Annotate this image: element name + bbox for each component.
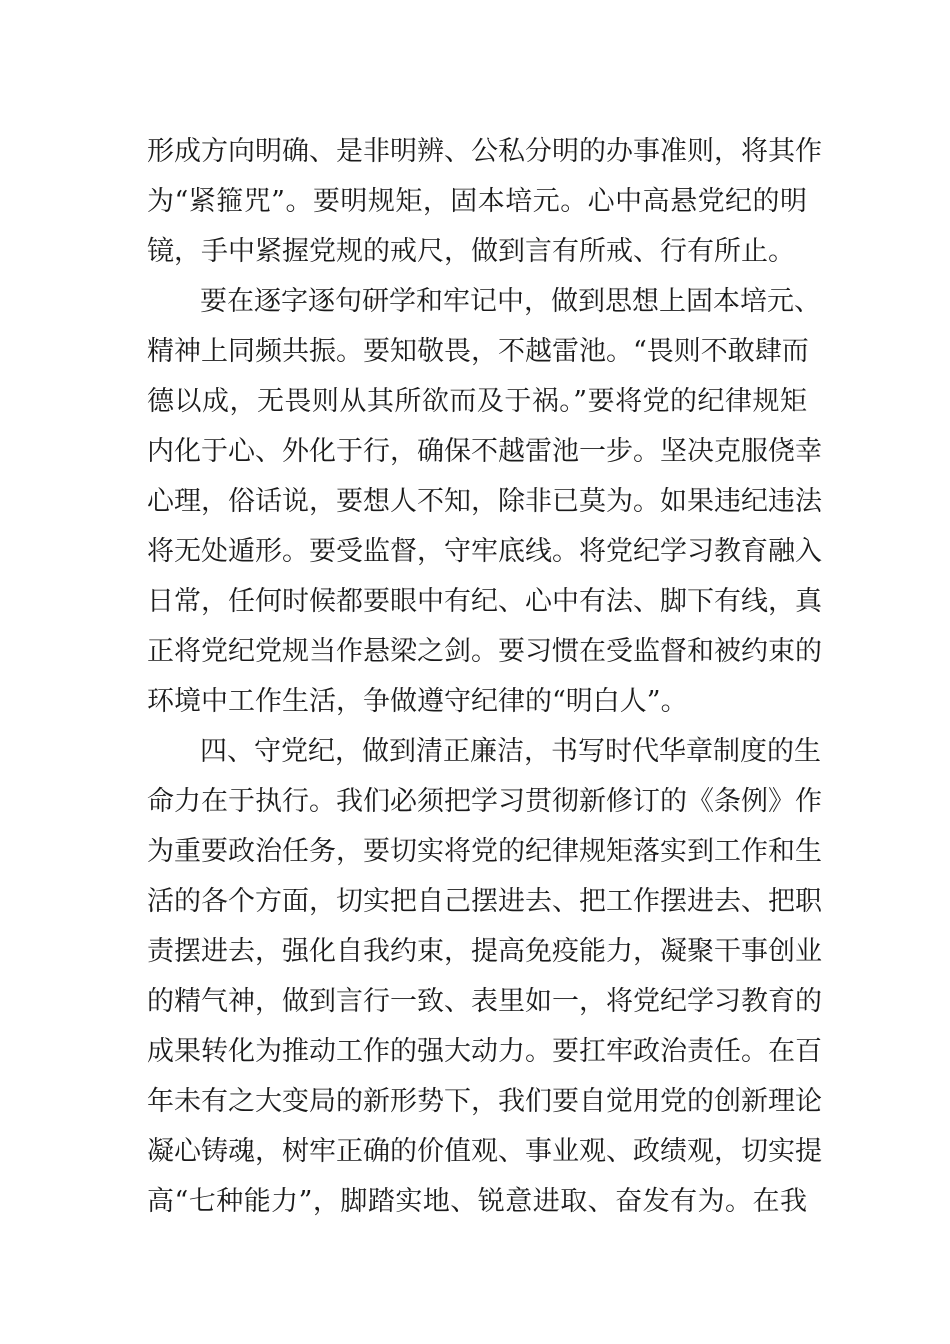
text-line: 内化于心、外化于行，确保不越雷池一步。坚决克服侥幸 xyxy=(147,436,822,467)
section-heading-line: 四、守党纪，做到清正廉洁，书写时代华章制度的生 xyxy=(200,736,821,767)
text-line: 为“紧箍咒”。要明规矩，固本培元。心中高悬党纪的明 xyxy=(147,186,807,217)
text-line: 的精气神，做到言行一致、表里如一，将党纪学习教育的 xyxy=(147,986,822,1017)
text-line: 年未有之大变局的新形势下，我们要自觉用党的创新理论 xyxy=(147,1086,822,1117)
text-line: 成果转化为推动工作的强大动力。要扛牢政治责任。在百 xyxy=(147,1036,822,1067)
text-line: 正将党纪党规当作悬梁之剑。要习惯在受监督和被约束的 xyxy=(147,636,822,667)
text-line: 活的各个方面，切实把自己摆进去、把工作摆进去、把职 xyxy=(147,886,822,917)
text-line: 精神上同频共振。要知敬畏，不越雷池。“畏则不敢肆而 xyxy=(147,336,809,367)
text-line: 德以成，无畏则从其所欲而及于祸。”要将党的纪律规矩 xyxy=(147,386,807,417)
text-line: 责摆进去，强化自我约束，提高免疫能力，凝聚干事创业 xyxy=(147,936,822,967)
text-line: 为重要政治任务，要切实将党的纪律规矩落实到工作和生 xyxy=(147,836,822,867)
text-line: 心理，俗话说，要想人不知，除非已莫为。如果违纪违法 xyxy=(147,486,822,517)
text-line: 高“七种能力”，脚踏实地、锐意进取、奋发有为。在我 xyxy=(147,1186,807,1217)
text-line: 环境中工作生活，争做遵守纪律的“明白人”。 xyxy=(147,686,688,717)
text-line: 形成方向明确、是非明辨、公私分明的办事准则，将其作 xyxy=(147,136,822,167)
text-line: 将无处遁形。要受监督，守牢底线。将党纪学习教育融入 xyxy=(147,536,822,567)
paragraph-first-line: 要在逐字逐句研学和牢记中，做到思想上固本培元、 xyxy=(200,286,821,317)
text-line: 镜，手中紧握党规的戒尺，做到言有所戒、行有所止。 xyxy=(147,236,795,267)
text-line: 日常，任何时候都要眼中有纪、心中有法、脚下有线，真 xyxy=(147,586,822,617)
text-line: 命力在于执行。我们必须把学习贯彻新修订的《条例》作 xyxy=(147,786,822,817)
text-line: 凝心铸魂，树牢正确的价值观、事业观、政绩观，切实提 xyxy=(147,1136,822,1167)
